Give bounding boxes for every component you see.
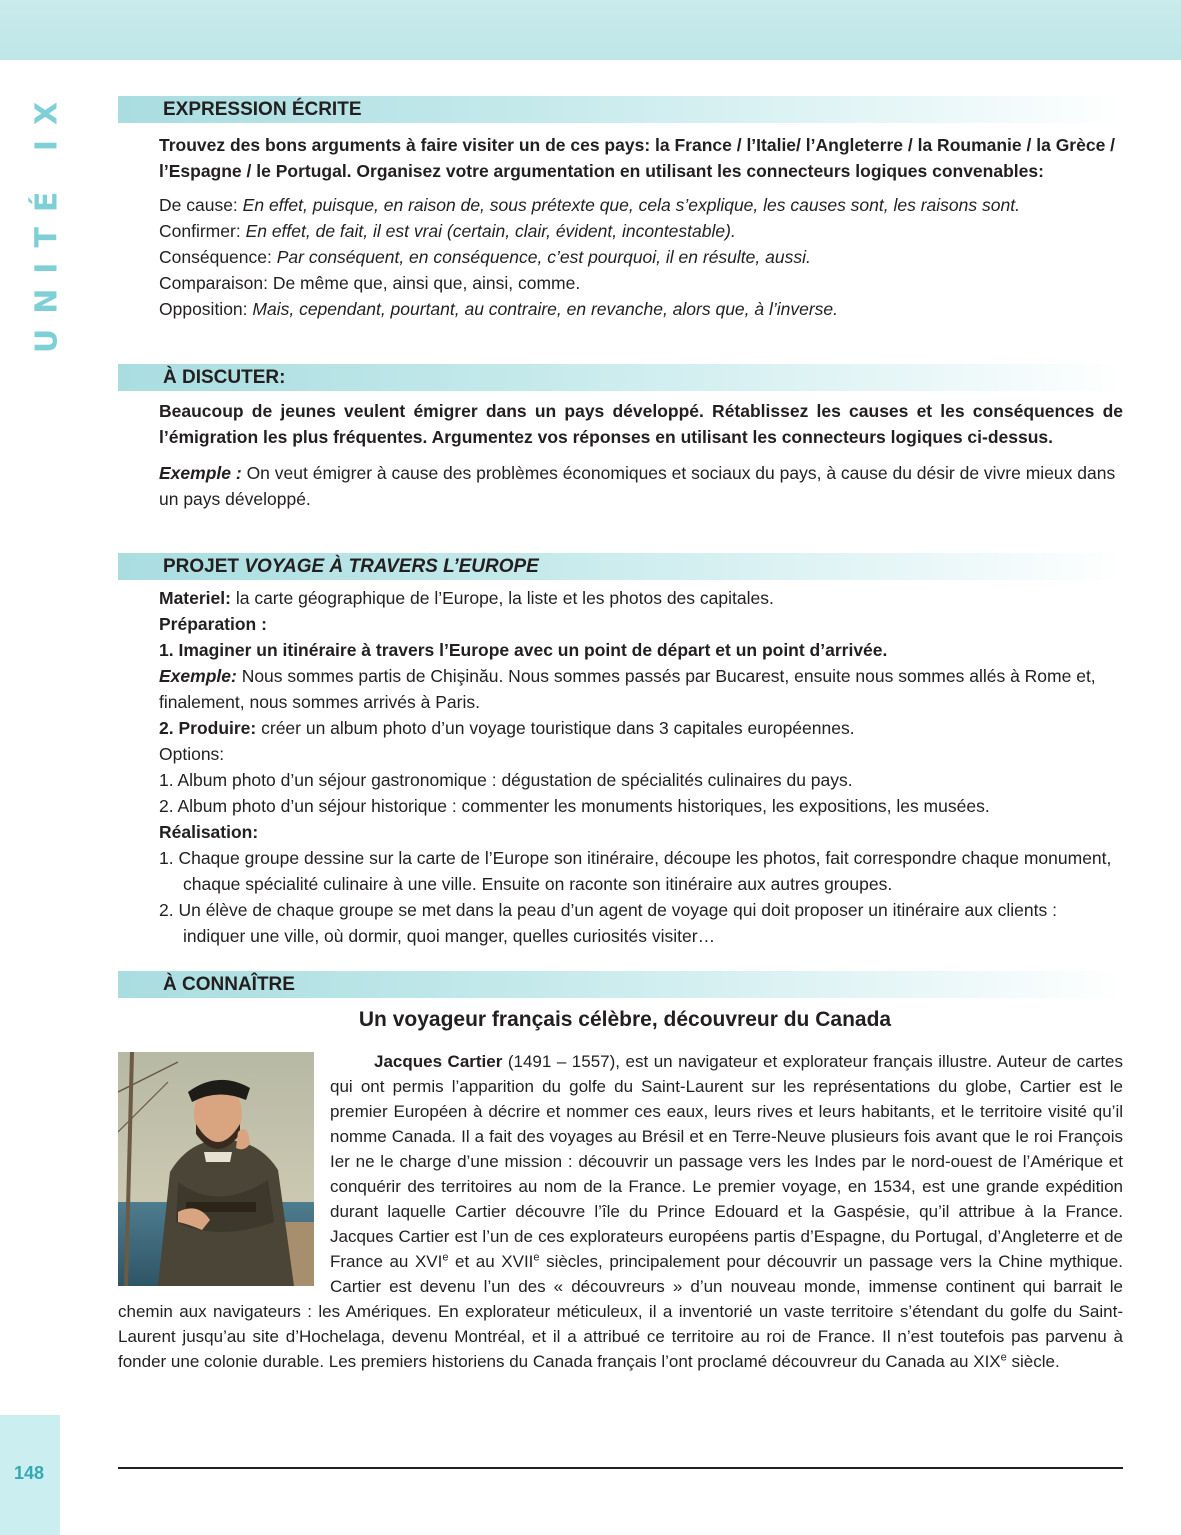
unit-side-label: UNITÉ IX — [29, 86, 65, 354]
article-paragraph: Jacques Cartier (1491 – 1557), est un navigateur et explorateur français illustre. Auteur de cartes qui ont permis l’apparition du golfe du Saint-Laurent sur les représentations du globe, Cartier est le premier Européen à décrire et nommer ces eaux, leurs rives et leurs habitants, et le territoire visité qu’il nomme Canada. Il a fait des voyages au Brésil et en Terre-Neuve plusieurs fois avant que le roi François Ier ne le charge d’une mission : découvrir un passage vers les Indes par le nord-ouest de l’Amérique et conquérir des territoires au nom de la France. Le premier voyage, en 1534, est une grande expédition durant laquelle Cartier découvre l’île du Prince Edouard et la Gaspésie, qu’il attribue à la France. Jacques Cartier est l’un de ces explorateurs européens partis d’Espagne, du Portugal, d’Angleterre et de France au XVIe et au XVIIe siècles, principalement pour découvrir un passage vers la Chine mythique. Cartier est devenu l’un des « découvreurs » d’un nouveau monde, immense continent qui barrait le chemin aux navigateurs : les Amériques. En explorateur méticuleux, il a inventorié un vaste territoire s’étendant du golfe du Saint-Laurent jusqu’au site d’Hochelaga, devenu Montréal, et il a attribué ce territoire au roi de France. Il n’est toutefois pas parvenu à fonder une colonie durable. Les premiers historiens du Canada français l’ont proclamé découvreur du Canada au XIXe siècle. — [118, 1052, 1123, 1371]
option-item: 2. Album photo d’un séjour historique : commenter les monuments historiques, les expositions, les musées. — [159, 796, 990, 816]
realisation-label: Réalisation: — [159, 822, 259, 842]
projet-block — [159, 585, 1123, 949]
section-header-discuter — [118, 364, 1123, 391]
option-item: 1. Album photo d’un séjour gastronomique : dégustation de spécialités culinaires du pays. — [159, 770, 853, 790]
section-header-expression — [118, 96, 1123, 123]
section-title: À CONNAÎTRE — [163, 974, 295, 995]
discuter-block — [159, 398, 1123, 512]
discuter-example: Exemple : On veut émigrer à cause des problèmes économiques et sociaux du pays, à cause du désir de vivre mieux dans un pays développé. — [159, 463, 1116, 509]
materiel-line: Materiel: la carte géographique de l’Europe, la liste et les photos des capitales. — [159, 588, 774, 608]
section-header-connaitre — [118, 971, 1123, 998]
step-2: 2. Produire: créer un album photo d’un voyage touristique dans 3 capitales européennes. — [159, 718, 855, 738]
connector-row: Comparaison: De même que, ainsi que, ainsi, comme. — [159, 273, 581, 293]
section-title: PROJET VOYAGE À TRAVERS L’EUROPE — [163, 556, 539, 577]
realisation-item: 2. Un élève de chaque groupe se met dans la peau d’un agent de voyage qui doit proposer un itinéraire aux clients : indiquer une ville, où dormir, quoi manger, quelles curiosités visiter… — [159, 900, 1057, 946]
connector-row: Opposition: Mais, cependant, pourtant, au contraire, en revanche, alors que, à l’inverse. — [159, 299, 839, 319]
discuter-instruction: Beaucoup de jeunes veulent émigrer dans un pays développé. Rétablissez les causes et les conséquences de l’émigration les plus fréquentes. Argumentez vos réponses en utilisant les connecteurs logiques ci-dessus. — [159, 401, 1123, 447]
article-title: Un voyageur français célèbre, découvreur du Canada — [358, 1008, 892, 1031]
section-title: EXPRESSION ÉCRITE — [163, 99, 362, 120]
projet-example: Exemple: Nous sommes partis de Chişinău. Nous sommes passés par Bucarest, ensuite nous sommes allés à Rome et, finalement, nous sommes arrivés à Paris. — [159, 666, 1096, 712]
preparation-label: Préparation : — [159, 614, 267, 634]
section-header-projet — [118, 553, 1123, 580]
connector-row: Conséquence: Par conséquent, en conséquence, c’est pourquoi, il en résulte, aussi. — [159, 247, 811, 267]
article-body — [118, 1049, 1123, 1374]
footer-rule — [118, 1467, 1123, 1469]
connector-row: De cause: En effet, puisque, en raison de, sous prétexte que, cela s’explique, les causes sont, les raisons sont. — [159, 195, 1020, 215]
step-1: 1. Imaginer un itinéraire à travers l’Europe avec un point de départ et un point d’arrivée. — [159, 640, 888, 660]
connector-row: Confirmer: En effet, de fait, il est vrai (certain, clair, évident, incontestable). — [159, 221, 736, 241]
page-number: 148 — [13, 1463, 45, 1483]
expression-instruction: Trouvez des bons arguments à faire visiter un de ces pays: la France / l’Italie/ l’Angleterre / la Roumanie / la Grèce / l’Espagne / le Portugal. Organisez votre argumentation en utilisant les connecteurs logiques convenables: — [159, 135, 1116, 181]
top-band — [0, 0, 1181, 60]
section-title: À DISCUTER: — [163, 367, 286, 388]
realisation-item: 1. Chaque groupe dessine sur la carte de l’Europe son itinéraire, découpe les photos, fait correspondre chaque monument, chaque spécialité culinaire à une ville. Ensuite on raconte son itinéraire aux autres groupes. — [159, 848, 1112, 894]
options-label: Options: — [159, 744, 225, 764]
expression-block — [159, 132, 1123, 322]
